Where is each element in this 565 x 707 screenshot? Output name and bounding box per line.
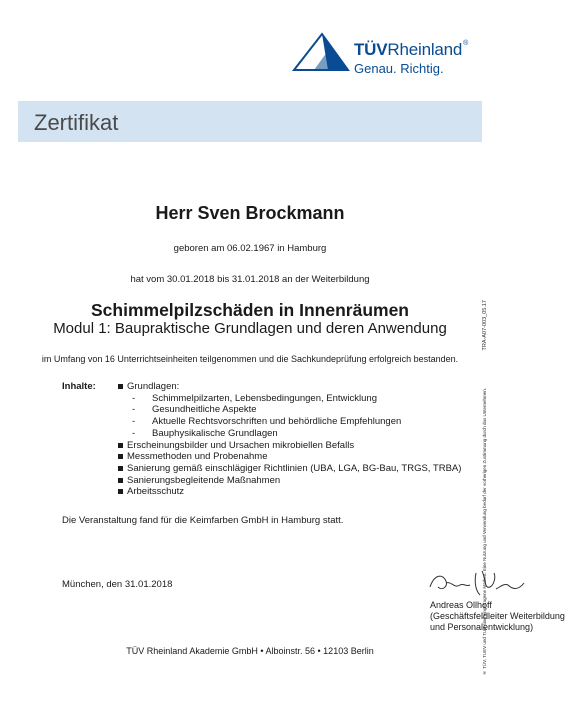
contents-label: Inhalte: — [62, 381, 96, 392]
place-date: München, den 31.01.2018 — [62, 579, 173, 590]
signatory-role: (Geschäftsfeldleiter Weiterbildung — [430, 611, 565, 621]
scope-line: im Umfang von 16 Unterrichtseinheiten teilgenommen und die Sachkundeprüfung erfolgreich bestanden. — [41, 354, 459, 364]
birth-line: geboren am 06.02.1967 in Hamburg — [173, 243, 327, 254]
brand-name: TÜVRheinland® — [354, 40, 469, 59]
contents-subitem: - Bauphysikalische Grundlagen — [132, 427, 278, 439]
contents-item: Sanierungsbegleitende Maßnahmen — [118, 475, 461, 487]
venue-line: Die Veranstaltung fand für die Keimfarben GmbH in Hamburg statt. — [62, 515, 344, 526]
certificate-heading: Zertifikat — [34, 110, 119, 135]
trademark-notice: ® TÜV, TUEV und TUV sind eingetragene Marken. Eine Nutzung und Verwendung bedarf der vorherigen Zustimmung durch das Unternehmen. — [482, 388, 487, 675]
contents-subitem: - Schimmelpilzarten, Lebensbedingungen, Entwicklung — [132, 392, 377, 404]
contents-subitem: - Gesundheitliche Aspekte — [132, 404, 257, 416]
tuv-rheinland-logo — [292, 30, 482, 82]
course-title: Schimmelpilzschäden in Innenräumen — [91, 300, 409, 320]
form-code: TRA-A07-003_05.17 — [482, 300, 488, 351]
contents-item: Sanierung gemäß einschlägiger Richtlinien (UBA, LGA, BG-Bau, TRGS, TRBA) — [118, 463, 461, 475]
contents-list — [118, 381, 461, 498]
signatory-block — [430, 600, 565, 633]
contents-item: Grundlagen: — [118, 381, 461, 393]
contents-subitem: - Aktuelle Rechtsvorschriften und behördliche Empfehlungen — [132, 416, 402, 428]
brand-tagline: Genau. Richtig. — [354, 61, 444, 76]
footer-address: TÜV Rheinland Akademie GmbH • Alboinstr. 56 • 12103 Berlin — [126, 646, 374, 656]
contents-item: Messmethoden und Probenahme — [118, 451, 461, 463]
contents-item: Arbeitsschutz — [118, 486, 461, 498]
signatory-name: Andreas Ollhoff — [430, 600, 492, 610]
signatory-role: und Personalentwicklung) — [430, 622, 534, 632]
module-title: Modul 1: Baupraktische Grundlagen und deren Anwendung — [53, 320, 447, 337]
tuv-triangle-logo-icon — [292, 30, 350, 72]
handwritten-signature — [424, 565, 564, 601]
contents-item: Erscheinungsbilder und Ursachen mikrobiellen Befalls — [118, 440, 461, 452]
period-line: hat vom 30.01.2018 bis 31.01.2018 an der Weiterbildung — [130, 274, 370, 285]
recipient-name: Herr Sven Brockmann — [155, 203, 345, 223]
